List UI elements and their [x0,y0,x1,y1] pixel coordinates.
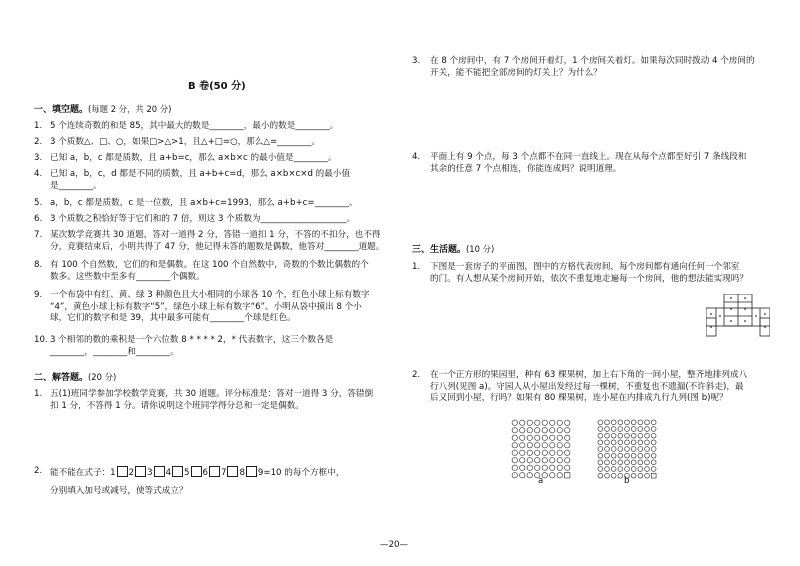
question-text: 其余的任意 7 个点相连，你能连成吗？说明道理。 [430,163,622,174]
tree-circle [611,427,616,432]
tree-circle [651,440,656,445]
tree-circle [611,447,616,452]
tree-circle [638,453,643,458]
tree-circle [605,447,610,452]
solve-question-1 [34,389,392,412]
tree-circle [542,443,547,448]
question-number: 4. [412,152,421,162]
tree-circle [550,473,555,478]
tree-circle [638,433,643,438]
equation-number: 9 [257,468,264,478]
tree-circle [557,443,562,448]
question-8 [34,260,392,283]
tree-circle [651,460,656,465]
operator-box [191,466,202,477]
tree-circle [651,420,656,425]
tree-circle [557,435,562,440]
tree-circle [527,450,532,455]
equation-number: 2 [128,468,135,478]
question-text: 数多。这些数中至多有________个偶数。 [50,271,205,282]
tree-circle [520,420,525,425]
section-life [412,244,494,256]
tree-circle [645,427,650,432]
equation-number: 8 [239,468,245,478]
question-number: 3. [412,56,421,66]
tree-circle [611,440,616,445]
tree-circle [527,465,532,470]
tree-circle [618,453,623,458]
tree-circle [625,460,630,465]
tree-circle [550,450,555,455]
question-4 [34,169,392,192]
tree-circle [638,447,643,452]
tree-circle [645,460,650,465]
orchard-grid-a [510,418,572,480]
question-text: 已知 a，b，c，d 都是不同的质数，且 a+b+c=d，那么 a×b×c×d 的最小值 [50,169,351,179]
question-7 [34,230,392,253]
tree-circle [512,450,517,455]
tree-circle [605,453,610,458]
question-text: 扣 1 分，不答得 1 分。请你说明这个班同学得分总和一定是偶数。 [50,400,304,411]
tree-circle [651,427,656,432]
question-number: 6. [34,214,43,224]
tree-circle [631,433,636,438]
tree-circle [512,435,517,440]
tree-circle [598,473,603,478]
tree-circle [535,450,540,455]
question-text: a，b，c 都是质数，c 是一位数，且 a×b+c=1993，那么 a+b+c=________。 [50,198,358,208]
tree-circle [527,443,532,448]
tree-circle [550,458,555,463]
tree-circle [625,427,630,432]
floor-plan-figure [706,294,770,338]
question-3 [34,153,392,165]
tree-circle [631,473,636,478]
operator-box [209,466,220,477]
question-text: 某次数学竞赛共 30 道题，答对一道得 2 分，答错一道扣 1 分，不答的不扣分，也不得 [50,230,381,240]
hut-square [651,473,656,478]
solve-question-3 [412,56,772,79]
tree-circle [565,450,570,455]
tree-circle [598,433,603,438]
operator-box [246,466,257,477]
section-fill-in [34,104,171,116]
tree-circle [598,467,603,472]
tree-circle [611,473,616,478]
section-label: 三、生活题。 [412,245,467,255]
tree-circle [605,460,610,465]
tree-circle [557,420,562,425]
tree-circle [512,443,517,448]
tree-circle [550,435,555,440]
tree-circle [565,435,570,440]
tree-circle [631,460,636,465]
tree-circle [618,440,623,445]
tree-circle [550,428,555,433]
life-question-2 [412,370,772,405]
question-2 [34,137,392,149]
question-number: 5. [34,198,43,208]
section-note: (10 分) [466,244,495,254]
question-number: 10. [34,335,48,345]
tree-circle [557,465,562,470]
tree-circle [645,420,650,425]
tree-circle [527,435,532,440]
tree-circle [535,435,540,440]
tree-circle [527,428,532,433]
question-number: 7. [34,230,43,240]
question-text: 在一个正方形的果园里，种有 63 棵果树，加上右下角的一间小屋，整齐地排列成八 [430,370,748,380]
question-text: 后又回到小屋，行吗？如果有 80 棵果树，连小屋在内排成九行九列(图 b)呢？ [430,393,728,404]
equation-number: 1 [110,468,116,478]
tree-circle [550,443,555,448]
question-text: ________，________和________。 [50,346,179,357]
tree-circle [550,420,555,425]
tree-circle [542,435,547,440]
page-number: —20— [380,540,409,550]
question-number: 8. [34,260,43,270]
tree-circle [638,440,643,445]
tree-circle [542,428,547,433]
tree-circle [645,440,650,445]
operator-box [135,466,146,477]
tree-circle [618,473,623,478]
question-text: 5 个连续奇数的和是 85，其中最大的数是________，最小的数是________。 [50,121,339,131]
tree-circle [520,450,525,455]
tree-circle [557,473,562,478]
tree-circle [535,443,540,448]
tree-circle [605,467,610,472]
question-number: 1. [34,121,43,131]
tree-circle [550,465,555,470]
tree-circle [625,420,630,425]
tree-circle [565,465,570,470]
operator-box [117,466,128,477]
hut-square [565,473,570,478]
question-text: 一个布袋中有红、黄、绿 3 种颜色且大小相同的小球各 10 个，红色小球上标有数字 [50,290,370,300]
tree-circle [605,440,610,445]
tree-circle [611,420,616,425]
tree-circle [520,473,525,478]
question-number: 2. [34,137,43,147]
tree-circle [520,435,525,440]
question-number: 3. [34,153,43,163]
tree-circle [618,447,623,452]
tree-circle [645,453,650,458]
tree-circle [625,447,630,452]
tree-circle [565,428,570,433]
equation-number: 6 [202,468,208,478]
tree-circle [625,433,630,438]
tree-circle [651,453,656,458]
tree-circle [527,458,532,463]
tree-circle [520,443,525,448]
question-text: 已知 a，b，c 都是质数，且 a+b=c，那么 a×b×c 的最小值是________。 [50,153,337,163]
question-text: “4”，黄色小球上标有数字“5”，绿色小球上标有数字“6”。小明从袋中摸出 8 个小 [50,301,362,312]
tree-circle [520,428,525,433]
equation-line [50,466,392,480]
question-text: 开关，能不能把全部房间的灯关上？为什么？ [430,67,602,78]
orchard-grid-b [596,418,658,480]
question-text: 球，它们的数字和是 39，其中最多可能有________个球是红色。 [50,313,296,324]
section-note: (20 分) [88,372,117,382]
tree-circle [618,427,623,432]
tree-circle [611,433,616,438]
tree-circle [542,450,547,455]
tree-circle [638,473,643,478]
tree-circle [631,427,636,432]
tree-circle [598,440,603,445]
tree-circle [598,420,603,425]
tree-circle [625,467,630,472]
tree-circle [542,465,547,470]
tree-circle [611,467,616,472]
figure-label-b: b [624,476,630,486]
tree-circle [631,447,636,452]
tree-circle [535,458,540,463]
question-text: 五(1)班同学参加学校数学竞赛，共 30 道题。评分标准是：答对一道得 3 分，答错倒 [50,389,374,399]
page-title: B 卷(50 分) [188,81,246,92]
tree-circle [535,420,540,425]
figure-label-a: a [538,476,544,486]
tree-circle [520,465,525,470]
tree-circle [645,433,650,438]
tree-circle [542,458,547,463]
tree-circle [645,447,650,452]
tree-circle [565,420,570,425]
question-number: 9. [34,290,43,300]
section-solve [34,372,116,384]
tree-circle [638,460,643,465]
tree-circle [557,428,562,433]
tree-circle [611,453,616,458]
tree-circle [520,458,525,463]
question-number: 2. [34,466,43,476]
question-text: 有 100 个自然数，它们的和是偶数。在这 100 个自然数中，奇数的个数比偶数的个 [50,260,369,270]
question-10 [34,335,392,358]
question-number: 1. [34,389,43,399]
tree-circle [651,433,656,438]
tree-circle [651,447,656,452]
tree-circle [638,427,643,432]
question-text: 分，竞赛结束后，小明共得了 47 分，他记得未答的题数是偶数，他答对________道题。 [50,241,385,252]
tree-circle [605,433,610,438]
question-text: 3 个质数之积恰好等于它们和的 7 倍，则这 3 个质数为____________________。 [50,214,356,224]
tree-circle [631,467,636,472]
question-5 [34,198,392,210]
tree-circle [527,473,532,478]
tree-circle [618,420,623,425]
tree-circle [598,447,603,452]
tree-circle [605,420,610,425]
question-1 [34,121,392,133]
question-number: 1. [412,262,421,272]
tree-circle [565,443,570,448]
tree-circle [611,460,616,465]
tree-circle [645,473,650,478]
tree-circle [512,420,517,425]
equation-suffix: =10 的每个方框中， [263,468,345,478]
tree-circle [512,465,517,470]
question-number: 2. [412,370,421,380]
section-label: 二、解答题。 [34,373,89,383]
question-text: 是________。 [50,180,102,191]
question-text: 3 个质数△、□、○，如果□>△>1，且△+□=○，那么△=________。 [50,137,321,147]
tree-circle [598,460,603,465]
question-text: 下图是一套房子的平面图，图中的方格代表房间，每个房间都有通向任何一个邻室 [430,262,740,272]
equation-number: 7 [220,468,227,478]
tree-circle [631,453,636,458]
question-text: 分别填入加号或减号，使等式成立？ [50,485,188,496]
tree-circle [557,450,562,455]
equation-number: 3 [147,468,153,478]
tree-circle [512,473,517,478]
tree-circle [618,467,623,472]
tree-circle [542,420,547,425]
question-9 [34,290,392,325]
tree-circle [645,467,650,472]
tree-circle [535,465,540,470]
tree-circle [557,458,562,463]
solve-question-2 [34,466,392,497]
tree-circle [512,458,517,463]
tree-circle [631,440,636,445]
operator-box [154,466,165,477]
question-text: 的门。有人想从某个房间开始，依次不重复地走遍每一个房间，他的想法能实现吗？ [430,273,748,284]
question-text: 在 8 个房间中，有 7 个房间开着灯，1 个房间关着灯。如果每次同时拨动 4 个房间的 [430,56,755,66]
question-number: 4. [34,169,43,179]
tree-circle [618,460,623,465]
tree-circle [598,427,603,432]
equation-number: 4 [165,468,172,478]
tree-circle [535,428,540,433]
life-question-1 [412,262,772,285]
section-label: 一、填空题。 [34,105,89,115]
question-text: 行八列(见图 a)。守园人从小屋出发经过每一棵树，不重复也不遗漏(不许斜走)，最 [430,381,744,392]
tree-circle [565,458,570,463]
tree-circle [512,428,517,433]
question-text: 平面上有 9 个点，每 3 个点都不在同一直线上。现在从每个点都至好引 7 条线段和 [430,152,747,162]
operator-box [172,466,183,477]
tree-circle [618,433,623,438]
operator-box [227,466,238,477]
question-6 [34,214,392,226]
tree-circle [605,427,610,432]
tree-circle [638,420,643,425]
tree-circle [527,420,532,425]
tree-circle [605,473,610,478]
solve-question-4 [412,152,772,175]
tree-circle [625,453,630,458]
tree-circle [631,420,636,425]
tree-circle [625,440,630,445]
tree-circle [651,467,656,472]
equation-number: 5 [184,468,190,478]
equation-prefix: 能不能在式子： [50,468,111,478]
tree-circle [638,467,643,472]
tree-circle [598,453,603,458]
section-note: (每题 2 分，共 20 分) [88,104,172,114]
question-text: 3 个相邻的数的乘积是一个六位数 8 * * * * 2，* 代表数字，这三个数各是 [50,335,334,345]
